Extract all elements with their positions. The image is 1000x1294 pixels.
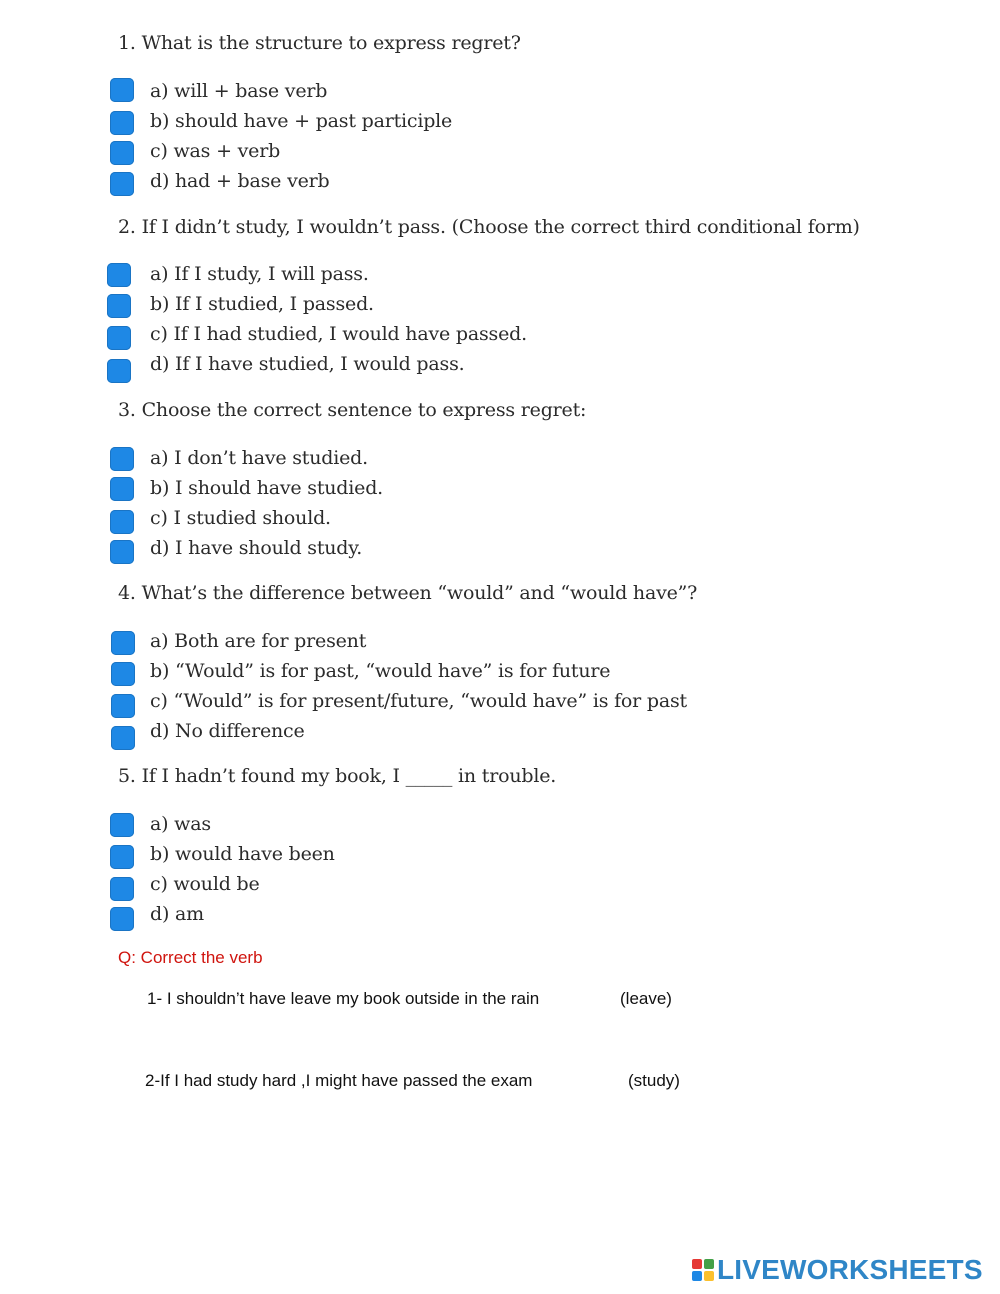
question-4-option-b: b) “Would” is for past, “would have” is for future [150, 660, 611, 682]
question-4-checkbox-d[interactable] [111, 726, 135, 750]
question-3-option-c: c) I studied should. [150, 507, 331, 529]
question-1-text: 1. What is the structure to express regret? [118, 32, 521, 54]
question-3-text: 3. Choose the correct sentence to express regret: [118, 399, 587, 421]
question-1-option-c: c) was + verb [150, 140, 281, 162]
correct-verb-heading: Q: Correct the verb [118, 948, 263, 967]
question-5-option-a: a) was [150, 813, 211, 835]
question-1-checkbox-d[interactable] [110, 172, 134, 196]
question-5-checkbox-d[interactable] [110, 907, 134, 931]
question-3-option-d: d) I have should study. [150, 537, 363, 559]
question-5-checkbox-a[interactable] [110, 813, 134, 837]
correct-verb-hint-1: (leave) [620, 989, 672, 1008]
question-3-checkbox-c[interactable] [110, 510, 134, 534]
correct-verb-hint-2: (study) [628, 1071, 680, 1090]
question-4-text: 4. What’s the difference between “would” and “would have”? [118, 582, 698, 604]
question-5-option-b: b) would have been [150, 843, 335, 865]
question-3-checkbox-a[interactable] [110, 447, 134, 471]
question-1-checkbox-a[interactable] [110, 78, 134, 102]
question-5-checkbox-c[interactable] [110, 877, 134, 901]
question-5-text: 5. If I hadn’t found my book, I _____ in trouble. [118, 765, 557, 787]
question-1-option-a: a) will + base verb [150, 80, 328, 102]
question-1-checkbox-b[interactable] [110, 111, 134, 135]
question-3-option-a: a) I don’t have studied. [150, 447, 368, 469]
question-1-checkbox-c[interactable] [110, 141, 134, 165]
question-5-option-d: d) am [150, 903, 204, 925]
question-4-option-a: a) Both are for present [150, 630, 367, 652]
question-2-option-c: c) If I had studied, I would have passed. [150, 323, 527, 345]
liveworksheets-logo [692, 1254, 983, 1286]
question-4-checkbox-b[interactable] [111, 662, 135, 686]
question-2-checkbox-b[interactable] [107, 294, 131, 318]
liveworksheets-logo-icon [692, 1259, 714, 1281]
question-5-checkbox-b[interactable] [110, 845, 134, 869]
question-1-option-b: b) should have + past participle [150, 110, 453, 132]
liveworksheets-logo-text: LIVEWORKSHEETS [717, 1254, 983, 1285]
question-4-checkbox-c[interactable] [111, 694, 135, 718]
question-2-option-d: d) If I have studied, I would pass. [150, 353, 465, 375]
question-3-checkbox-b[interactable] [110, 477, 134, 501]
question-4-option-c: c) “Would” is for present/future, “would have” is for past [150, 690, 687, 712]
correct-verb-sentence-1: 1- I shouldn’t have leave my book outside in the rain [147, 989, 540, 1008]
question-4-checkbox-a[interactable] [111, 631, 135, 655]
question-2-checkbox-a[interactable] [107, 263, 131, 287]
question-2-checkbox-d[interactable] [107, 359, 131, 383]
question-2-option-b: b) If I studied, I passed. [150, 293, 374, 315]
question-5-option-c: c) would be [150, 873, 260, 895]
question-2-checkbox-c[interactable] [107, 326, 131, 350]
question-3-checkbox-d[interactable] [110, 540, 134, 564]
question-3-option-b: b) I should have studied. [150, 477, 383, 499]
question-2-option-a: a) If I study, I will pass. [150, 263, 369, 285]
correct-verb-sentence-2: 2-If I had study hard ,I might have passed the exam [145, 1071, 533, 1090]
question-2-text: 2. If I didn’t study, I wouldn’t pass. (Choose the correct third conditional form) [118, 216, 860, 238]
question-1-option-d: d) had + base verb [150, 170, 330, 192]
question-4-option-d: d) No difference [150, 720, 305, 742]
